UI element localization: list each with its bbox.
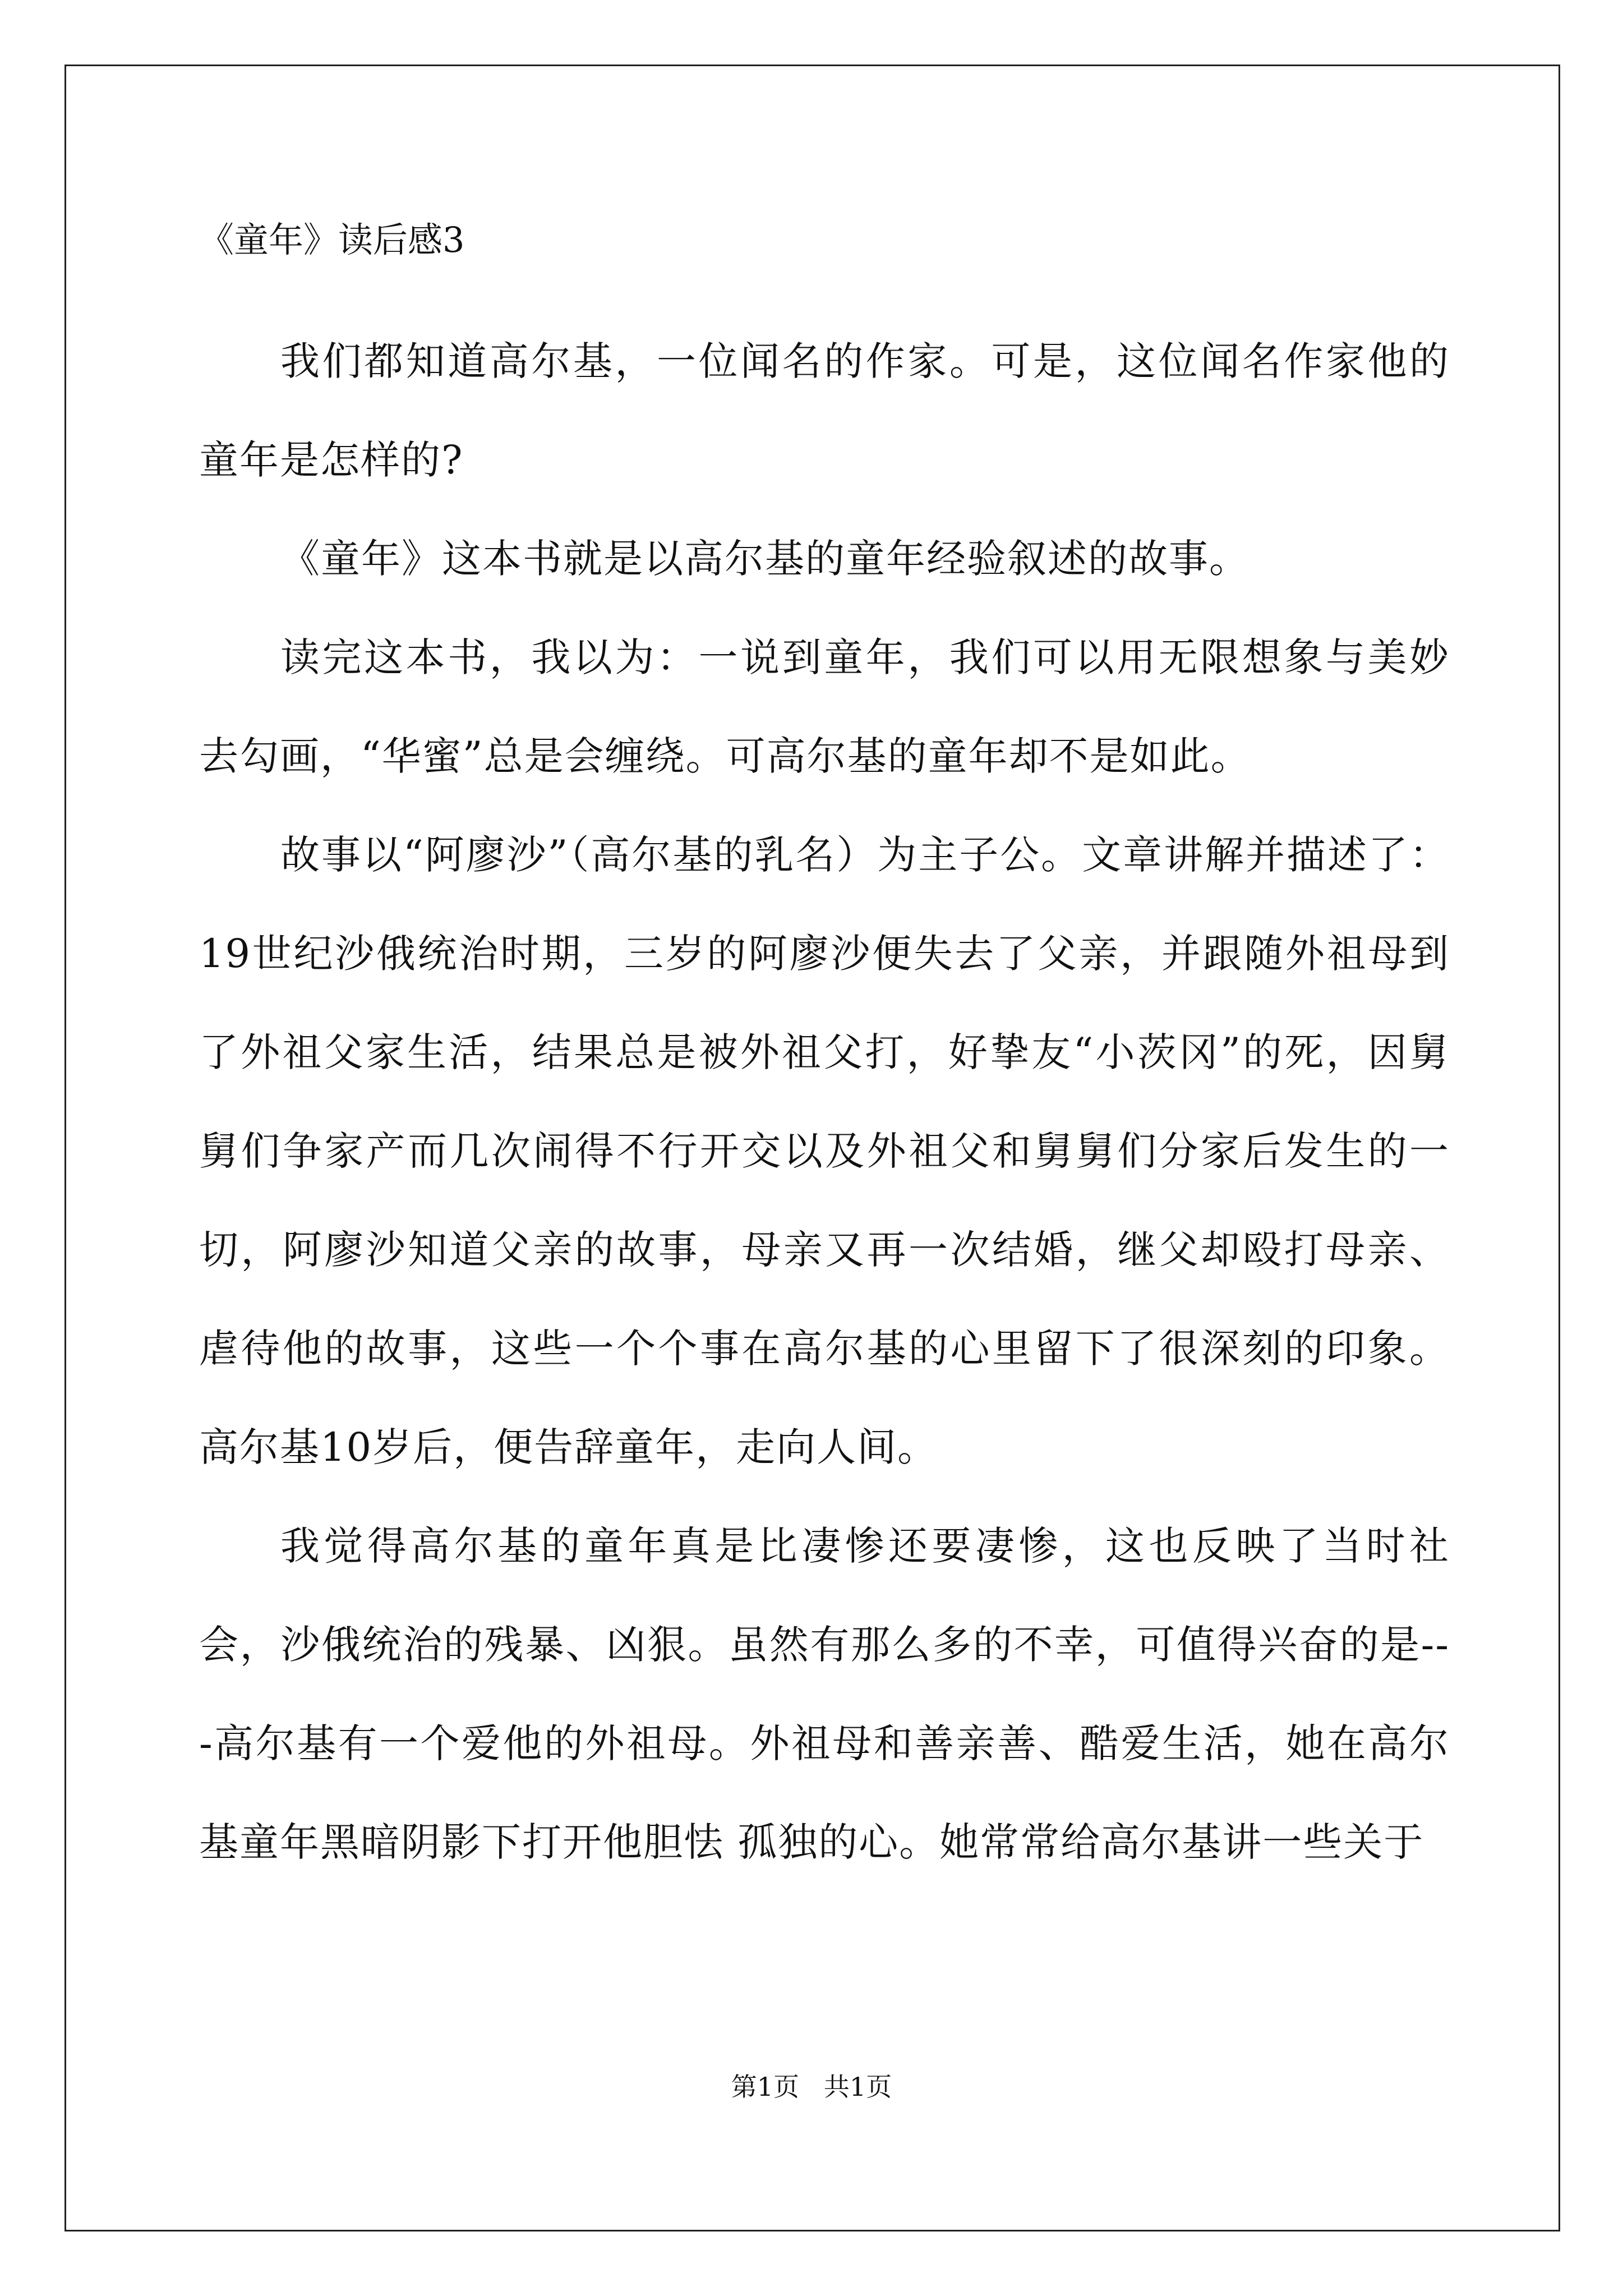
paragraph-2: 《童年》这本书就是以高尔基的童年经验叙述的故事。 <box>280 536 1249 582</box>
paragraph-1: 我们都知道高尔基，一位闻名的作家。可是，这位闻名作家他的童年是怎样的? <box>199 338 1450 483</box>
document-body <box>199 212 1450 1892</box>
document-title: 《童年》读后感3 <box>199 219 465 260</box>
page-number: 第1页 共1页 <box>731 2072 892 2102</box>
paragraph-5: 我觉得高尔基的童年真是比凄惨还要凄惨，这也反映了当时社会，沙俄统治的残暴、凶狠。虽然有那么多的不幸，可值得兴奋的是---高尔基有一个爱他的外祖母。外祖母和善亲善、酷爱生活，她在高尔基童年黑暗阴影下打开他胆怯 孤独的心。她常常给高尔基讲一些关于 <box>199 1523 1450 1865</box>
paragraph-3: 读完这本书，我以为：一说到童年，我们可以用无限想象与美妙去勾画，“华蜜”总是会缠绕。可高尔基的童年却不是如此。 <box>199 634 1450 779</box>
paragraph-4: 故事以“阿廖沙”（高尔基的乳名）为主子公。文章讲解并描述了：19世纪沙俄统治时期，三岁的阿廖沙便失去了父亲，并跟随外祖母到了外祖父家生活，结果总是被外祖父打，好挚友“小茨冈”的死，因舅舅们争家产而几次闹得不行开交以及外祖父和舅舅们分家后发生的一切，阿廖沙知道父亲的故事，母亲又再一次结婚，继父却殴打母亲、虐待他的故事，这些一个个事在高尔基的心里留下了很深刻的印象。高尔基10岁后，便告辞童年，走向人间。 <box>199 832 1450 1470</box>
